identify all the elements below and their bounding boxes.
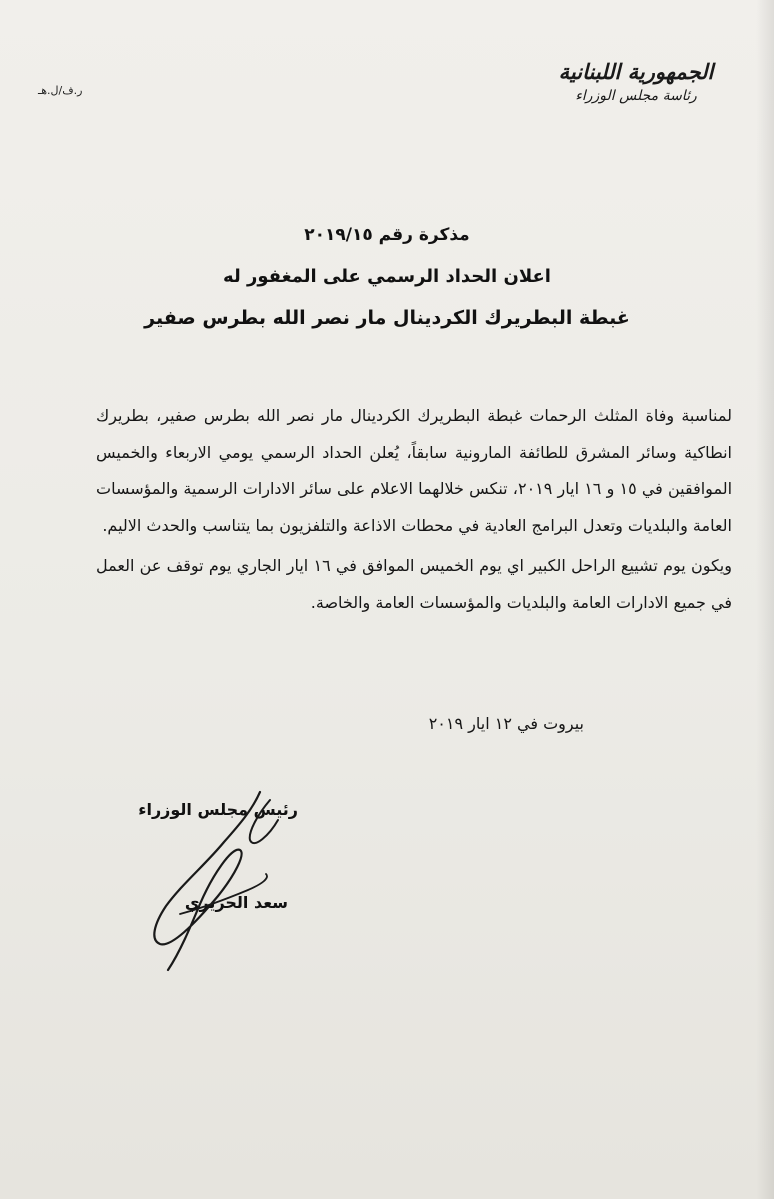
- memo-subject: غبطة البطريرك الكردينال مار نصر الله بطرس صفير: [144, 307, 630, 329]
- letterhead: [536, 58, 736, 106]
- reference-code: ر.ف/ل.هـ: [38, 84, 83, 97]
- signatory-title: رئيس مجلس الوزراء: [138, 800, 298, 819]
- memo-body: [96, 398, 732, 621]
- memo-headline: اعلان الحداد الرسمي على المغفور له: [223, 266, 551, 287]
- body-paragraph: لمناسبة وفاة المثلث الرحمات غبطة البطريرك الكردينال مار نصر الله بطرس صفير، بطريرك انطاكية وسائر المشرق للطائفة المارونية سابقاً، يُعلن الحداد الرسمي يومي الاربعاء والخميس الموافقين في ١٥ و ١٦ ايار ٢٠١٩، تنكس خلالهما الاعلام على سائر الادارات الرسمية والمؤسسات العامة والبلديات وتعدل البرامج العادية في محطات الاذاعة والتلفزيون بما يتناسب والحدث الاليم.: [96, 406, 733, 535]
- signatory-name: سعد الحريري: [184, 893, 288, 912]
- letterhead-republic: الجمهورية اللبنانية: [558, 59, 714, 84]
- place-date: بيروت في ١٢ ايار ٢٠١٩: [428, 714, 584, 733]
- letterhead-office: رئاسة مجلس الوزراء: [575, 88, 697, 104]
- page-shadow: [756, 0, 774, 1199]
- memo-number: مذكرة رقم ٢٠١٩/١٥: [304, 225, 470, 245]
- body-paragraph: ويكون يوم تشييع الراحل الكبير اي يوم الخميس الموافق في ١٦ ايار الجاري يوم توقف عن العمل في جميع الادارات العامة والبلديات والمؤسسات العامة والخاصة.: [96, 556, 732, 612]
- handwritten-signature: [120, 780, 310, 980]
